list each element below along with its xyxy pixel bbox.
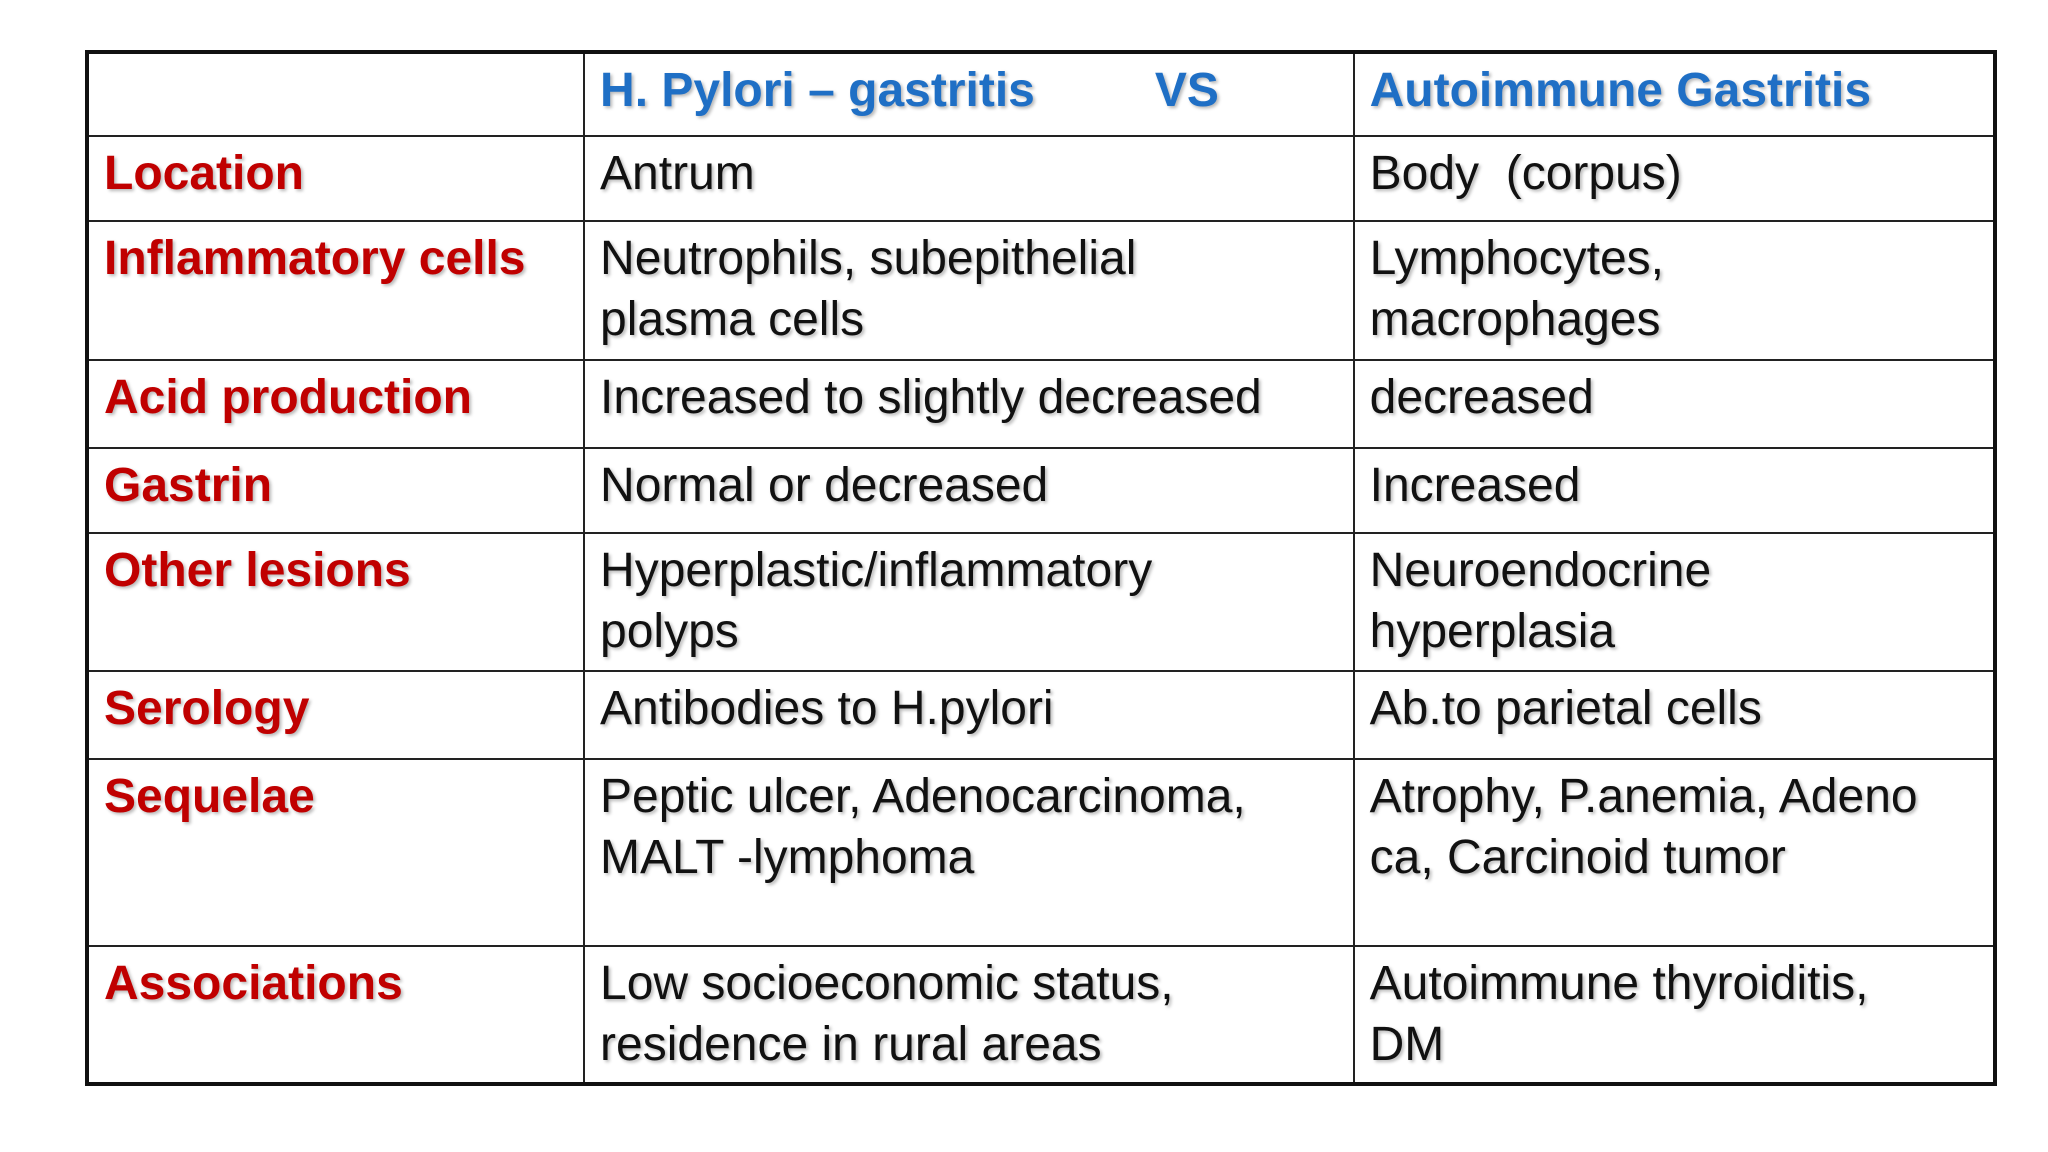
cell-line: Antrum xyxy=(600,147,755,201)
cell-line: MALT -lymphoma xyxy=(600,831,975,885)
header-h-pylori xyxy=(584,52,1354,136)
cell-line: Lymphocytes, xyxy=(1369,232,1664,286)
cell-line: Hyperplastic/inflammatory xyxy=(600,543,1153,597)
table-row xyxy=(87,448,1995,533)
autoimmune-cell xyxy=(1354,448,1995,533)
table-row xyxy=(87,671,1995,759)
autoimmune-cell xyxy=(1354,946,1995,1084)
cell-line: Normal or decreased xyxy=(600,458,1049,512)
cell-line: DM xyxy=(1369,1017,1445,1071)
cell-line: Body (corpus) xyxy=(1369,147,1682,201)
autoimmune-cell xyxy=(1354,759,1995,945)
cell-line: polyps xyxy=(600,604,739,658)
table-row xyxy=(87,533,1995,671)
row-label: Acid production xyxy=(87,360,584,448)
autoimmune-cell xyxy=(1354,533,1995,671)
row-label: Serology xyxy=(87,671,584,759)
cell-line: decreased xyxy=(1369,370,1594,424)
cell-line: Autoimmune thyroiditis, xyxy=(1369,956,1869,1010)
table-row xyxy=(87,221,1995,359)
h-pylori-cell xyxy=(584,448,1354,533)
cell-line: Increased to slightly decreased xyxy=(600,370,1262,424)
corner-cell xyxy=(87,52,584,136)
h-pylori-cell xyxy=(584,221,1354,359)
header-autoimmune: Autoimmune Gastritis xyxy=(1354,52,1995,136)
row-label: Gastrin xyxy=(87,448,584,533)
h-pylori-cell xyxy=(584,533,1354,671)
cell-line: hyperplasia xyxy=(1369,604,1616,658)
cell-line: Antibodies to H.pylori xyxy=(600,682,1054,736)
row-label: Associations xyxy=(87,946,584,1084)
cell-line: macrophages xyxy=(1369,293,1661,347)
cell-line: Ab.to parietal cells xyxy=(1369,682,1762,736)
autoimmune-cell xyxy=(1354,136,1995,221)
table-header-row xyxy=(87,52,1995,136)
cell-line: Peptic ulcer, Adenocarcinoma, xyxy=(600,770,1246,824)
table-row xyxy=(87,946,1995,1084)
h-pylori-cell xyxy=(584,671,1354,759)
row-label: Location xyxy=(87,136,584,221)
cell-line: plasma cells xyxy=(600,293,865,347)
h-pylori-cell xyxy=(584,136,1354,221)
header-h-pylori-title: H. Pylori – gastritis xyxy=(600,64,1035,117)
h-pylori-cell xyxy=(584,946,1354,1084)
cell-line: ca, Carcinoid tumor xyxy=(1369,831,1786,885)
h-pylori-cell xyxy=(584,759,1354,945)
table-row xyxy=(87,360,1995,448)
cell-line: Atrophy, P.anemia, Adeno xyxy=(1369,770,1918,824)
row-label: Other lesions xyxy=(87,533,584,671)
cell-line: Neuroendocrine xyxy=(1369,543,1712,597)
comparison-table xyxy=(85,50,1997,1086)
header-vs: VS xyxy=(1154,64,1219,117)
autoimmune-cell xyxy=(1354,360,1995,448)
h-pylori-cell xyxy=(584,360,1354,448)
autoimmune-cell xyxy=(1354,221,1995,359)
autoimmune-cell xyxy=(1354,671,1995,759)
table-row xyxy=(87,136,1995,221)
cell-line: Neutrophils, subepithelial xyxy=(600,232,1137,286)
row-label: Sequelae xyxy=(87,759,584,945)
cell-line: Low socioeconomic status, xyxy=(600,956,1174,1010)
table-row xyxy=(87,759,1995,945)
cell-line: Increased xyxy=(1369,458,1581,512)
row-label: Inflammatory cells xyxy=(87,221,584,359)
cell-line: residence in rural areas xyxy=(600,1017,1102,1071)
